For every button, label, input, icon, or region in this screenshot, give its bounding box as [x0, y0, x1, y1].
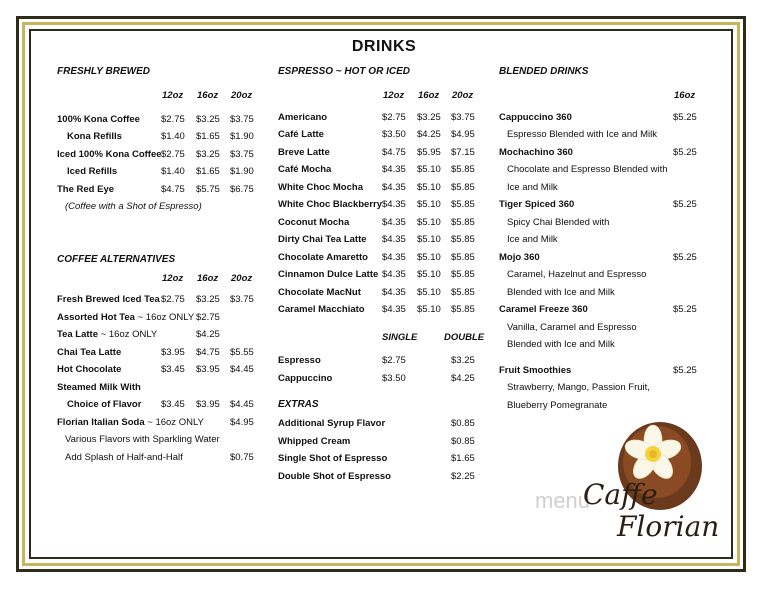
item-description: Blended with Ice and Milk	[507, 339, 615, 350]
menu-item: Cappuccino 360 $5.25	[499, 111, 697, 123]
soda-addon: Add Splash of Half-and-Half $0.75	[65, 451, 254, 463]
menu-item: Fruit Smoothies $5.25	[499, 364, 697, 376]
menu-item: Espresso $2.75 $3.25	[278, 355, 475, 366]
menu-item: Caramel Freeze 360 $5.25	[499, 304, 697, 315]
page-title: DRINKS	[351, 38, 417, 55]
item-description: Ice and Milk	[507, 181, 558, 193]
menu-item: White Choc Mocha $4.35 $5.10 $5.85	[278, 181, 475, 193]
item-description: Blueberry Pomegranate	[507, 399, 608, 411]
menu-item: Breve Latte $4.75 $5.95 $7.15	[278, 146, 475, 158]
item-description: Chocolate and Espresso Blended with	[507, 164, 668, 175]
right-column	[499, 66, 704, 414]
menu-item: Caramel Macchiato $4.35 $5.10 $5.85	[278, 304, 475, 315]
item-description: Vanilla, Caramel and Espresso	[507, 321, 637, 333]
menu-item: Café Latte $3.50 $4.25 $4.95	[278, 129, 475, 140]
section-blended: BLENDED DRINKS	[499, 66, 589, 77]
section-freshly-brewed: FRESHLY BREWED	[57, 66, 150, 77]
left-column	[57, 66, 267, 466]
item-description: Spicy Chai Blended with	[507, 216, 610, 228]
item-description: Blended with Ice and Milk	[507, 286, 615, 298]
menu-item: Coconut Mocha $4.35 $5.10 $5.85	[278, 216, 475, 228]
logo-text-caffe: Caffe	[583, 478, 658, 511]
menu-item: Choice of Flavor $3.45 $3.95 $4.45	[67, 399, 254, 410]
menu-item: Iced Refills $1.40 $1.65 $1.90	[67, 166, 254, 177]
menu-item: Hot Chocolate $3.45 $3.95 $4.45	[57, 364, 254, 375]
menu-item: Assorted Hot Tea ~ 16oz ONLY $2.75	[57, 311, 220, 323]
menu-item: Iced 100% Kona Coffee $2.75 $3.25 $3.75	[57, 148, 254, 160]
menu-item: Single Shot of Espresso $1.65	[278, 453, 475, 464]
menu-item: White Choc Blackberry $4.35 $5.10 $5.85	[278, 199, 475, 210]
menu-item: Cappuccino $3.50 $4.25	[278, 372, 475, 384]
logo-text-florian: Florian	[617, 510, 720, 543]
blended-list	[499, 109, 704, 354]
size-header: 12oz 16oz 20oz	[383, 90, 474, 101]
menu-item: Cinnamon Dulce Latte $4.35 $5.10 $5.85	[278, 269, 475, 280]
menu-item: Steamed Milk With	[57, 381, 141, 393]
shot-header: SINGLE DOUBLE	[382, 331, 485, 343]
size-12oz: 12oz	[162, 90, 184, 101]
red-eye-note: (Coffee with a Shot of Espresso)	[65, 201, 202, 212]
menu-item: The Red Eye $4.75 $5.75 $6.75	[57, 183, 254, 195]
size-16oz: 16oz	[197, 90, 219, 101]
size-header: 16oz	[674, 90, 696, 101]
menu-item: Whipped Cream $0.85	[278, 435, 475, 447]
section-coffee-alternatives: COFFEE ALTERNATIVES	[57, 253, 176, 265]
section-extras: EXTRAS	[278, 399, 319, 410]
menu-item: Chai Tea Latte $3.95 $4.75 $5.55	[57, 346, 254, 358]
size-header: 12oz 16oz 20oz	[162, 272, 253, 284]
soda-description: Various Flavors with Sparkling Water	[65, 434, 220, 445]
menu-item: Tea Latte ~ 16oz ONLY $4.25	[57, 329, 220, 340]
menu-item: Tiger Spiced 360 $5.25	[499, 199, 697, 210]
item-description: Caramel, Hazelnut and Espresso	[507, 269, 647, 280]
item-description: Strawberry, Mango, Passion Fruit,	[507, 382, 650, 393]
menu-item: Americano $2.75 $3.25 $3.75	[278, 111, 475, 123]
section-espresso: ESPRESSO ~ HOT OR ICED	[278, 66, 410, 77]
middle-column	[278, 66, 488, 485]
caffe-florian-logo	[535, 418, 725, 548]
espresso-list	[278, 109, 488, 319]
menu-item: Kona Refills $1.40 $1.65 $1.90	[67, 131, 254, 142]
item-description: Espresso Blended with Ice and Milk	[507, 129, 657, 140]
menu-item: Double Shot of Espresso $2.25	[278, 470, 475, 482]
menu-item: Mojo 360 $5.25	[499, 251, 697, 263]
size-header	[57, 87, 267, 105]
menu-item: Fresh Brewed Iced Tea $2.75 $3.25 $3.75	[57, 294, 254, 305]
menu-item: Dirty Chai Tea Latte $4.35 $5.10 $5.85	[278, 234, 475, 245]
menu-item: Café Mocha $4.35 $5.10 $5.85	[278, 164, 475, 175]
menu-item: 100% Kona Coffee $2.75 $3.25 $3.75	[57, 113, 254, 125]
size-20oz: 20oz	[231, 90, 253, 101]
menu-item: Mochachino 360 $5.25	[499, 146, 697, 158]
menu-item: Chocolate Amaretto $4.35 $5.10 $5.85	[278, 251, 475, 263]
menu-item: Florian Italian Soda ~ 16oz ONLY $4.95	[57, 416, 254, 428]
item-description: Ice and Milk	[507, 234, 558, 245]
menu-item: Chocolate MacNut $4.35 $5.10 $5.85	[278, 286, 475, 298]
menu-item: Additional Syrup Flavor $0.85	[278, 418, 475, 429]
watermark-text: menu	[535, 488, 591, 513]
